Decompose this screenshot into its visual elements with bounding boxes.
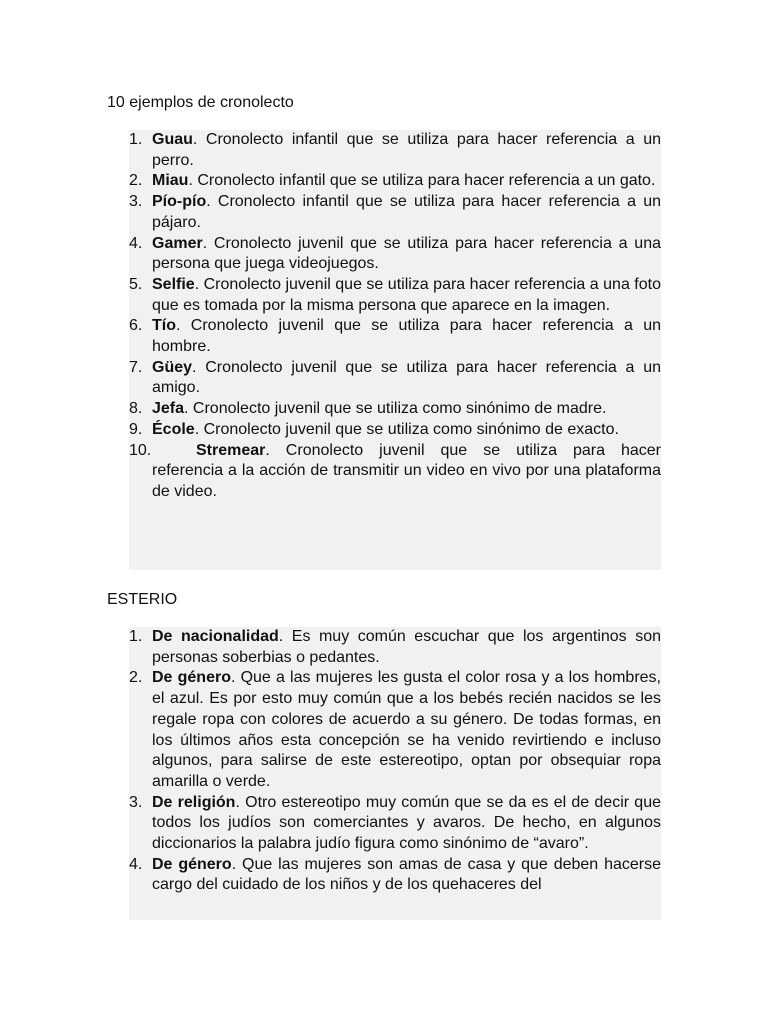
item-number: 9. bbox=[129, 420, 143, 438]
item-number: 1. bbox=[129, 131, 143, 148]
list-item bbox=[129, 399, 661, 420]
item-text: . Es muy común escuchar que los argentinos son personas soberbias o pedantes. bbox=[152, 628, 661, 666]
item-term: Selfie bbox=[152, 275, 195, 293]
item-term: Jefa bbox=[152, 400, 185, 418]
item-number: 2. bbox=[129, 172, 143, 190]
list-item bbox=[129, 668, 661, 792]
item-text: . Cronolecto juvenil que se utiliza para hacer referencia a una foto que es tomada por la misma persona que aparece en la imagen. bbox=[152, 275, 661, 314]
item-text: . Cronolecto juvenil que se utiliza como sinónimo de exacto. bbox=[194, 420, 619, 438]
list-item bbox=[129, 234, 661, 275]
list-item bbox=[129, 130, 661, 171]
item-number: 2. bbox=[129, 669, 143, 687]
item-number: 3. bbox=[129, 193, 143, 211]
item-text: . Que a las mujeres les gusta el color rosa y a los hombres, el azul. Es por esto muy común que a los bebés recién nacidos se les regale ropa con colores de acuerdo a su género. De todas formas, en los últimos años esta concepción se ha venido revirtiendo e incluso algunos, para salirse de este estereotipo, optan por obsequiar ropa amarilla o verde. bbox=[152, 669, 661, 790]
list-item bbox=[129, 627, 661, 668]
item-number: 6. bbox=[129, 317, 143, 335]
list-item bbox=[129, 171, 661, 192]
item-text: . Cronolecto juvenil que se utiliza para hacer referencia a una persona que juega videojuegos. bbox=[152, 234, 661, 273]
item-term: Güey bbox=[152, 358, 193, 376]
item-text: . Cronolecto infantil que se utiliza para hacer referencia a un gato. bbox=[188, 172, 656, 190]
item-term: Gamer bbox=[152, 234, 203, 252]
item-text: . Cronolecto juvenil que se utiliza para hacer referencia a un amigo. bbox=[152, 358, 661, 397]
item-term: Miau bbox=[152, 172, 189, 190]
item-number: 4. bbox=[129, 234, 143, 252]
item-text: . Cronolecto infantil que se utiliza para hacer referencia a un perro. bbox=[152, 131, 661, 169]
item-number: 8. bbox=[129, 400, 143, 418]
item-text: . Cronolecto juvenil que se utiliza como sinónimo de madre. bbox=[184, 400, 607, 418]
item-term: De religión bbox=[152, 793, 236, 811]
item-text: . Cronolecto juvenil que se utiliza para hacer bbox=[265, 441, 661, 459]
section-heading-esterio: ESTERIO bbox=[107, 591, 178, 608]
item-number: 1. bbox=[129, 628, 143, 645]
item-number: 7. bbox=[129, 358, 143, 376]
item-text-continued: referencia a la acción de transmitir un video en vivo por una plataforma de video. bbox=[152, 462, 661, 500]
estereotipo-list bbox=[129, 627, 661, 920]
item-text: . Que las mujeres son amas de casa y que deben hacerse cargo del cuidado de los niños y de los quehaceres del bbox=[152, 855, 661, 894]
item-text: . Cronolecto juvenil que se utiliza para hacer referencia a un hombre. bbox=[152, 317, 661, 356]
item-term: Pío-pío bbox=[152, 193, 207, 211]
item-number: 4. bbox=[129, 855, 143, 873]
list-item bbox=[129, 441, 661, 503]
list-item bbox=[129, 855, 661, 896]
item-first-line bbox=[152, 441, 661, 462]
item-term: Guau bbox=[152, 131, 193, 148]
section-heading-cronolecto: 10 ejemplos de cronolecto bbox=[107, 94, 294, 111]
item-term: Tío bbox=[152, 317, 176, 335]
item-text: . Cronolecto infantil que se utiliza para hacer referencia a un pájaro. bbox=[152, 193, 661, 231]
list-item bbox=[129, 275, 661, 316]
cronolecto-list bbox=[129, 130, 661, 570]
item-number: 3. bbox=[129, 793, 143, 811]
list-item bbox=[129, 316, 661, 357]
item-term: Stremear bbox=[196, 441, 266, 459]
item-term: De género bbox=[152, 855, 232, 873]
item-term: École bbox=[152, 420, 195, 438]
item-term: De género bbox=[152, 669, 231, 687]
list-item bbox=[129, 793, 661, 855]
list-item bbox=[129, 358, 661, 399]
list-item bbox=[129, 420, 661, 441]
item-text: . Otro estereotipo muy común que se da es el de decir que todos los judíos son comerciantes y avaros. De hecho, en algunos diccionarios la palabra judío figura como sinónimo de “avaro”. bbox=[152, 793, 661, 853]
list-item bbox=[129, 192, 661, 233]
item-number: 10. bbox=[129, 441, 152, 459]
item-number: 5. bbox=[129, 275, 143, 293]
item-term: De nacionalidad bbox=[152, 628, 279, 645]
